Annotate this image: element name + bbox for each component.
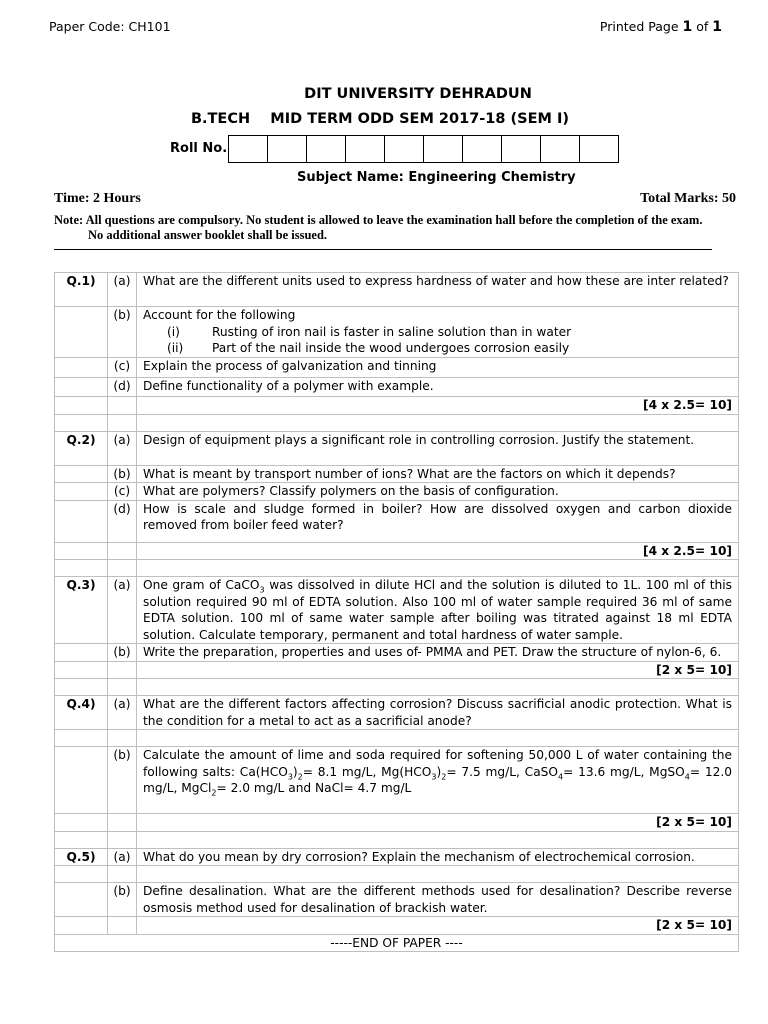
sub-item bbox=[143, 324, 732, 341]
text-part: = 7.5 mg/L, CaSO bbox=[446, 764, 558, 779]
question-row bbox=[55, 307, 739, 358]
text-part: = 2.0 mg/L and NaCl= 4.7 mg/L bbox=[216, 781, 412, 795]
subscript: 4 bbox=[684, 771, 690, 781]
question-table bbox=[54, 272, 739, 952]
question-row bbox=[55, 577, 739, 644]
note-line-1: Note: All questions are compulsory. No student is allowed to leave the examination hall before the completion of the exam. bbox=[54, 213, 703, 227]
page-of: of bbox=[692, 19, 713, 34]
sub-item-number: (ii) bbox=[167, 341, 184, 355]
question-row bbox=[55, 696, 739, 730]
sub-label: (b) bbox=[108, 307, 137, 358]
marks-row bbox=[55, 396, 739, 414]
marks-row bbox=[55, 661, 739, 679]
roll-box[interactable] bbox=[540, 135, 579, 163]
sub-label: (a) bbox=[108, 577, 137, 644]
question-text: What do you mean by dry corrosion? Explain the mechanism of electrochemical corrosion. bbox=[137, 848, 739, 866]
sub-label: (c) bbox=[108, 357, 137, 377]
question-text: Define desalination. What are the different methods used for desalination? Describe reverse osmosis method used for desalination of brackish water. bbox=[137, 883, 739, 917]
question-row bbox=[55, 747, 739, 814]
subscript: 3 bbox=[287, 771, 293, 781]
subscript: 2 bbox=[211, 788, 217, 798]
spacer-row bbox=[55, 866, 739, 883]
question-row bbox=[55, 644, 739, 662]
sub-label: (d) bbox=[108, 377, 137, 396]
subscript: 2 bbox=[441, 771, 447, 781]
sub-label: (c) bbox=[108, 483, 137, 501]
question-text bbox=[137, 747, 739, 814]
question-text-part: was dissolved in dilute HCl and the solution is diluted to 1L. 100 ml of this solution required 90 ml of EDTA solution. Also 100 ml of water sample required 36 ml of same EDTA solution. 100 ml of same water sample after boiling was titrated against 18 ml EDTA solution. Calculate temporary, permanent and total hardness of water sample. bbox=[143, 578, 732, 642]
university-title: DIT UNIVERSITY DEHRADUN bbox=[304, 86, 532, 102]
note-line-2: No additional answer booklet shall be issued. bbox=[88, 228, 328, 242]
paper-code: Paper Code: CH101 bbox=[49, 19, 171, 34]
page-current: 1 bbox=[682, 19, 693, 35]
marks-label: [2 x 5= 10] bbox=[137, 917, 739, 935]
question-text bbox=[137, 577, 739, 644]
question-number: Q.5) bbox=[55, 848, 108, 866]
question-text: What are polymers? Classify polymers on the basis of configuration. bbox=[137, 483, 739, 501]
roll-box[interactable] bbox=[384, 135, 423, 163]
question-row bbox=[55, 357, 739, 377]
exam-time: Time: 2 Hours bbox=[54, 191, 141, 206]
subscript: 2 bbox=[297, 771, 303, 781]
marks-label: [2 x 5= 10] bbox=[137, 661, 739, 679]
text-part: = 12.0 mg/L, MgCl bbox=[143, 764, 732, 795]
marks-label: [2 x 5= 10] bbox=[137, 814, 739, 832]
marks-label: [4 x 2.5= 10] bbox=[137, 542, 739, 560]
question-text bbox=[137, 307, 739, 358]
marks-row bbox=[55, 917, 739, 935]
sub-item-text: Part of the nail inside the wood undergoes corrosion easily bbox=[212, 341, 570, 355]
roll-number-label: Roll No. bbox=[170, 141, 228, 156]
question-row bbox=[55, 883, 739, 917]
subscript: 3 bbox=[431, 771, 437, 781]
marks-row bbox=[55, 814, 739, 832]
marks-label: [4 x 2.5= 10] bbox=[137, 396, 739, 414]
roll-box[interactable] bbox=[228, 135, 267, 163]
roll-box[interactable] bbox=[501, 135, 540, 163]
sub-label: (a) bbox=[108, 431, 137, 465]
question-text: Design of equipment plays a significant role in controlling corrosion. Justify the statement. bbox=[137, 431, 739, 465]
subscript: 4 bbox=[558, 771, 564, 781]
roll-box[interactable] bbox=[306, 135, 345, 163]
question-text-part: One gram of CaCO bbox=[143, 578, 260, 592]
sub-item bbox=[143, 340, 732, 357]
question-text: What are the different units used to express hardness of water and how these are inter related? bbox=[137, 273, 739, 307]
spacer-row bbox=[55, 414, 739, 431]
question-text: How is scale and sludge formed in boiler? How are dissolved oxygen and carbon dioxide removed from boiler feed water? bbox=[137, 500, 739, 542]
spacer-row bbox=[55, 560, 739, 577]
sub-label: (a) bbox=[108, 273, 137, 307]
question-row bbox=[55, 273, 739, 307]
printed-page bbox=[600, 19, 722, 35]
roll-box[interactable] bbox=[462, 135, 501, 163]
subject-name: Subject Name: Engineering Chemistry bbox=[297, 170, 576, 185]
question-number: Q.3) bbox=[55, 577, 108, 644]
question-text: What are the different factors affecting corrosion? Discuss sacrificial anodic protection. What is the condition for a metal to act as a sacrificial anode? bbox=[137, 696, 739, 730]
spacer-row bbox=[55, 679, 739, 696]
text-part: ) bbox=[292, 764, 298, 779]
question-row bbox=[55, 465, 739, 483]
sub-label: (b) bbox=[108, 747, 137, 814]
subscript: 3 bbox=[259, 585, 265, 595]
printed-page-prefix: Printed Page bbox=[599, 19, 683, 34]
spacer-row bbox=[55, 831, 739, 848]
question-text: Define functionality of a polymer with example. bbox=[137, 377, 739, 396]
question-row bbox=[55, 500, 739, 542]
text-part: = 13.6 mg/L, MgSO bbox=[563, 764, 685, 779]
question-number: Q.2) bbox=[55, 431, 108, 465]
sub-item-number: (i) bbox=[167, 324, 180, 339]
question-text: Explain the process of galvanization and tinning bbox=[137, 357, 739, 377]
spacer-row bbox=[55, 730, 739, 747]
text-part: = 8.1 mg/L, Mg(HCO bbox=[302, 764, 432, 779]
page-total: 1 bbox=[712, 19, 722, 35]
question-row bbox=[55, 431, 739, 465]
question-row bbox=[55, 848, 739, 866]
roll-number-boxes[interactable] bbox=[228, 135, 619, 162]
question-text-line: Account for the following bbox=[143, 308, 296, 322]
question-text: Write the preparation, properties and uses of- PMMA and PET. Draw the structure of nylon-6, 6. bbox=[137, 644, 739, 662]
question-text: What is meant by transport number of ions? What are the factors on which it depends? bbox=[137, 465, 739, 483]
sub-label: (b) bbox=[108, 465, 137, 483]
total-marks: Total Marks: 50 bbox=[640, 191, 736, 206]
sub-item-text: Rusting of iron nail is faster in saline solution than in water bbox=[212, 324, 572, 339]
roll-box[interactable] bbox=[345, 135, 384, 163]
roll-box[interactable] bbox=[423, 135, 462, 163]
question-row bbox=[55, 483, 739, 501]
end-of-paper: -----END OF PAPER ---- bbox=[55, 934, 739, 952]
sub-label: (a) bbox=[108, 696, 137, 730]
sub-label: (b) bbox=[108, 883, 137, 917]
sub-label: (d) bbox=[108, 500, 137, 542]
roll-box[interactable] bbox=[267, 135, 306, 163]
exam-title: B.TECH MID TERM ODD SEM 2017-18 (SEM I) bbox=[190, 111, 570, 127]
text-part: ) bbox=[436, 764, 442, 779]
divider-line bbox=[54, 249, 712, 250]
question-number: Q.1) bbox=[55, 273, 108, 307]
roll-box[interactable] bbox=[579, 135, 619, 163]
sub-label: (b) bbox=[108, 644, 137, 662]
sub-label: (a) bbox=[108, 848, 137, 866]
question-number: Q.4) bbox=[55, 696, 108, 730]
marks-row bbox=[55, 542, 739, 560]
question-row bbox=[55, 377, 739, 396]
text-part: Calculate the amount of lime and soda required for softening 50,000 L of water containing the following salts: Ca(HCO bbox=[143, 748, 732, 779]
footer-row bbox=[55, 934, 739, 952]
